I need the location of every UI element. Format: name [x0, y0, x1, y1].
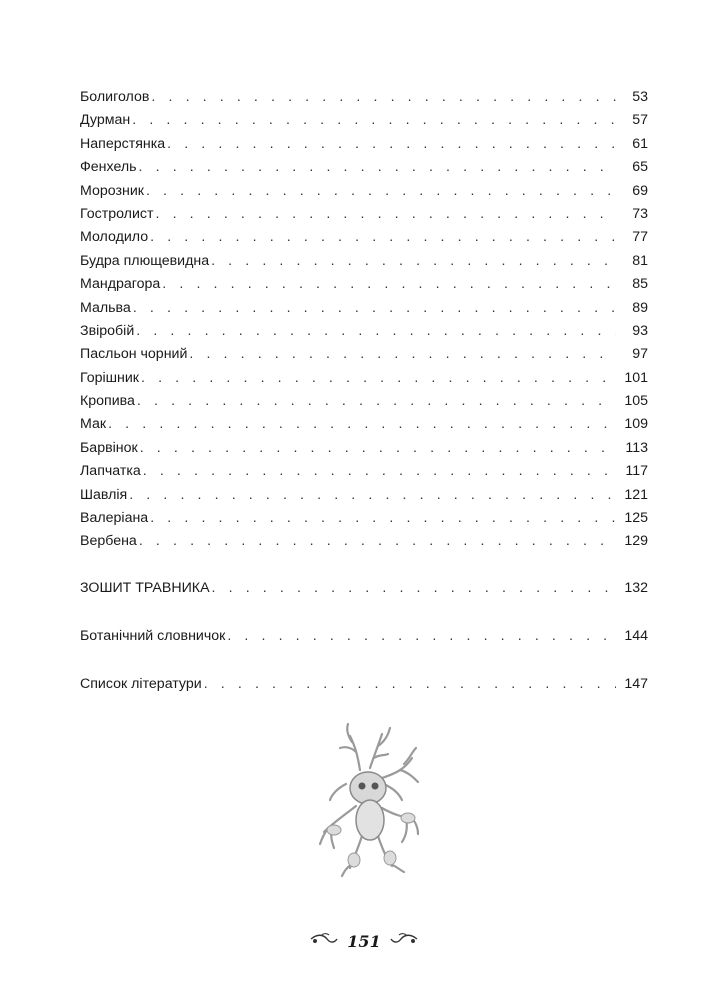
leader-dots	[129, 484, 616, 507]
toc-entry[interactable]	[80, 484, 648, 507]
toc-entry-title: Мак	[80, 416, 107, 433]
toc-entry-title: Фенхель	[80, 159, 137, 176]
toc-entry[interactable]	[80, 390, 648, 413]
toc-entry-title: Наперстянка	[80, 135, 166, 152]
leader-dots	[162, 273, 616, 296]
toc-entry-page: 121	[624, 486, 648, 503]
leader-dots	[132, 109, 616, 132]
toc-entry[interactable]	[80, 437, 648, 460]
toc-entry-title: Звіробій	[80, 322, 135, 339]
toc-entry-title: Будра плющевидна	[80, 252, 210, 269]
leader-dots	[136, 320, 616, 343]
toc-section-title: ЗОШИТ ТРАВНИКА	[80, 580, 210, 596]
leader-dots	[204, 673, 616, 696]
leader-dots	[146, 180, 616, 203]
toc-entry-page: 57	[632, 112, 648, 129]
toc-entry-page: 77	[632, 229, 648, 246]
toc-entry[interactable]	[80, 460, 648, 483]
toc-section-title: Ботанічний словничок	[80, 628, 226, 644]
toc-entry[interactable]	[80, 180, 648, 203]
leader-dots	[167, 133, 616, 156]
toc-entry[interactable]	[80, 343, 648, 366]
toc-section-page: 132	[624, 580, 648, 596]
flourish-right-icon	[389, 932, 419, 951]
toc-entry-title: Дурман	[80, 112, 131, 129]
leader-dots	[227, 625, 616, 648]
leader-dots	[211, 250, 616, 273]
toc-entry[interactable]	[80, 133, 648, 156]
toc-entry-page: 97	[632, 346, 648, 363]
toc-entry-title: Барвінок	[80, 439, 138, 456]
toc-entry-page: 81	[632, 252, 648, 269]
toc-entry-page: 89	[632, 299, 648, 316]
leader-dots	[150, 226, 616, 249]
toc-entry-title: Шавлія	[80, 486, 128, 503]
leader-dots	[133, 297, 616, 320]
leader-dots	[137, 390, 616, 413]
toc-entry[interactable]	[80, 86, 648, 109]
toc-entry-page: 125	[624, 510, 648, 527]
toc-section-page: 144	[624, 628, 648, 644]
leader-dots	[139, 530, 616, 553]
toc-entry-title: Лапчатка	[80, 463, 141, 480]
toc-entry-page: 101	[624, 369, 648, 386]
toc-entry-title: Горішник	[80, 369, 140, 386]
toc-entry-page: 61	[632, 135, 648, 152]
toc-entry-page: 85	[632, 276, 648, 293]
toc-entry-title: Мальва	[80, 299, 131, 316]
toc-entry-title: Мандрагора	[80, 276, 161, 293]
toc-entry-page: 105	[624, 393, 648, 410]
toc-entry[interactable]	[80, 226, 648, 249]
toc-entry[interactable]	[80, 109, 648, 132]
toc-entry-page: 129	[624, 533, 648, 550]
mandrake-root-icon	[312, 718, 424, 878]
toc-entry[interactable]	[80, 297, 648, 320]
leader-dots	[140, 437, 616, 460]
toc-entry-title: Болиголов	[80, 89, 150, 105]
flourish-left-icon	[309, 932, 339, 951]
toc-entry[interactable]	[80, 507, 648, 530]
leader-dots	[189, 343, 616, 366]
toc-section-herbalist-notebook[interactable]	[80, 577, 648, 600]
toc-entry-title: Пасльон чорний	[80, 346, 188, 363]
toc-entry-title: Морозник	[80, 182, 144, 199]
toc-entry-title: Вербена	[80, 533, 137, 550]
toc-entry-title: Валеріана	[80, 510, 149, 527]
leader-dots	[150, 507, 616, 530]
leader-dots	[141, 367, 616, 390]
toc-entry[interactable]	[80, 250, 648, 273]
toc-section-glossary[interactable]	[80, 625, 648, 648]
leader-dots	[139, 156, 616, 179]
leader-dots	[212, 577, 616, 600]
toc-entry[interactable]	[80, 413, 648, 436]
leader-dots	[143, 460, 616, 483]
leader-dots	[151, 86, 616, 109]
toc-entry-title: Гостролист	[80, 205, 154, 222]
toc-entry-page: 53	[632, 89, 648, 105]
toc-entry-title: Кропива	[80, 393, 135, 410]
toc-entry[interactable]	[80, 320, 648, 343]
toc-entry[interactable]	[80, 273, 648, 296]
toc-entry-page: 93	[632, 322, 648, 339]
toc-entry-page: 69	[632, 182, 648, 199]
leader-dots	[108, 413, 616, 436]
toc-entry[interactable]	[80, 530, 648, 553]
toc-list	[80, 86, 648, 554]
toc-entry-page: 109	[624, 416, 648, 433]
toc-entry-page: 73	[632, 205, 648, 222]
toc-entry-page: 65	[632, 159, 648, 176]
toc-entry-page: 117	[625, 463, 648, 480]
toc-entry[interactable]	[80, 156, 648, 179]
toc-section-bibliography[interactable]	[80, 673, 648, 696]
toc-entry[interactable]	[80, 367, 648, 390]
leader-dots	[155, 203, 616, 226]
toc-entry[interactable]	[80, 203, 648, 226]
toc-section-page: 147	[624, 676, 648, 692]
toc-entry-title: Молодило	[80, 229, 149, 246]
toc-entry-page: 113	[625, 439, 648, 456]
page-footer	[0, 932, 728, 951]
page-number: 151	[347, 932, 381, 951]
toc-section-title: Список літератури	[80, 676, 202, 692]
